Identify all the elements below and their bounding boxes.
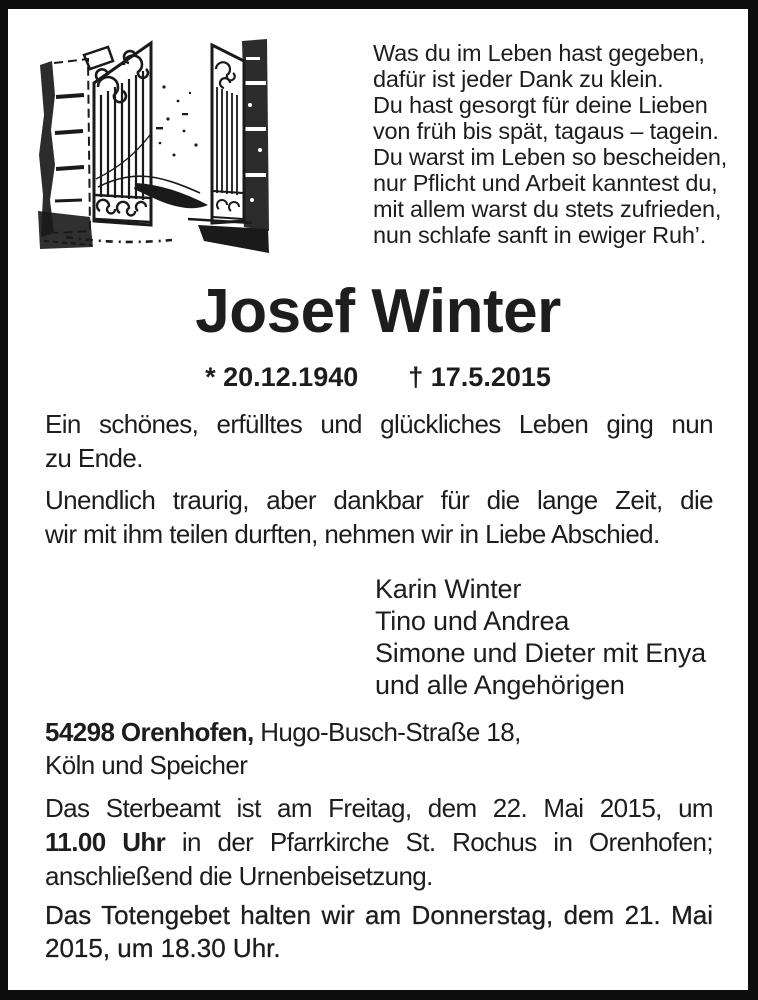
address-city: 54298 Orenhofen, [45,717,254,748]
prayer-line: 2015, um 18.30 Uhr. [45,933,281,964]
address-line2: Köln und Speicher [45,750,248,781]
paragraph-line: Ein schönes, erfülltes und glückliches Leben ging nun [45,409,713,440]
poem-line: Du hast gesorgt für deine Lieben [373,92,708,118]
poem-line: nur Pflicht und Arbeit kanntest du, [373,170,718,196]
paragraph-line: zu Ende. [45,443,143,474]
poem-line: nun schlafe sanft in ewiger Ruh’. [373,222,707,248]
poem-line: dafür ist jeder Dank zu klein. [373,66,664,92]
paragraph-line: Unendlich traurig, aber dankbar für die lange Zeit, die [45,485,713,516]
poem-line: mit allem warst du stets zufrieden, [373,196,722,222]
address-street: Hugo-Busch-Straße 18, [253,717,521,748]
service-location: in der Pfarrkirche St. Rochus in Orenhofen; [165,827,714,858]
service-line1: Das Sterbeamt ist am Freitag, dem 22. Mai 2015, um [45,793,713,824]
mourner-name: Karin Winter [375,574,522,605]
service-line3: anschließend die Urnenbeisetzung. [45,861,433,892]
poem-line: Was du im Leben hast gegeben, [373,40,705,66]
gate-icon [38,35,270,257]
obituary-page [8,9,748,990]
funeral-service-info [45,791,713,893]
open-gate-illustration [38,35,270,262]
paragraph-life-ended [45,407,713,475]
paragraph-farewell [45,483,713,551]
mourners-list [375,573,713,701]
service-line2 [45,825,713,859]
life-dates [8,361,748,393]
mourner-name: Tino und Andrea [375,606,570,637]
mourner-name: und alle Angehörigen [375,670,625,701]
header-row [8,9,748,261]
address-line1 [45,716,713,749]
memorial-poem [373,40,727,248]
death-date: † 17.5.2015 [408,362,551,392]
address-block [45,716,713,782]
death-prayer-info [45,899,713,965]
mourner-name: Simone und Dieter mit Enya [375,638,706,669]
poem-line: Du warst im Leben so bescheiden, [373,144,728,170]
poem-line: von früh bis spät, tagaus – tagein. [373,118,719,144]
deceased-name: Josef Winter [195,277,561,346]
prayer-line: Das Totengebet halten wir am Donnerstag, dem 21. Mai [45,900,713,931]
birth-date: * 20.12.1940 [205,362,359,392]
body-content [8,407,748,965]
service-time: 11.00 Uhr [45,827,166,858]
paragraph-line: wir mit ihm teilen durften, nehmen wir in Liebe Abschied. [45,519,660,550]
